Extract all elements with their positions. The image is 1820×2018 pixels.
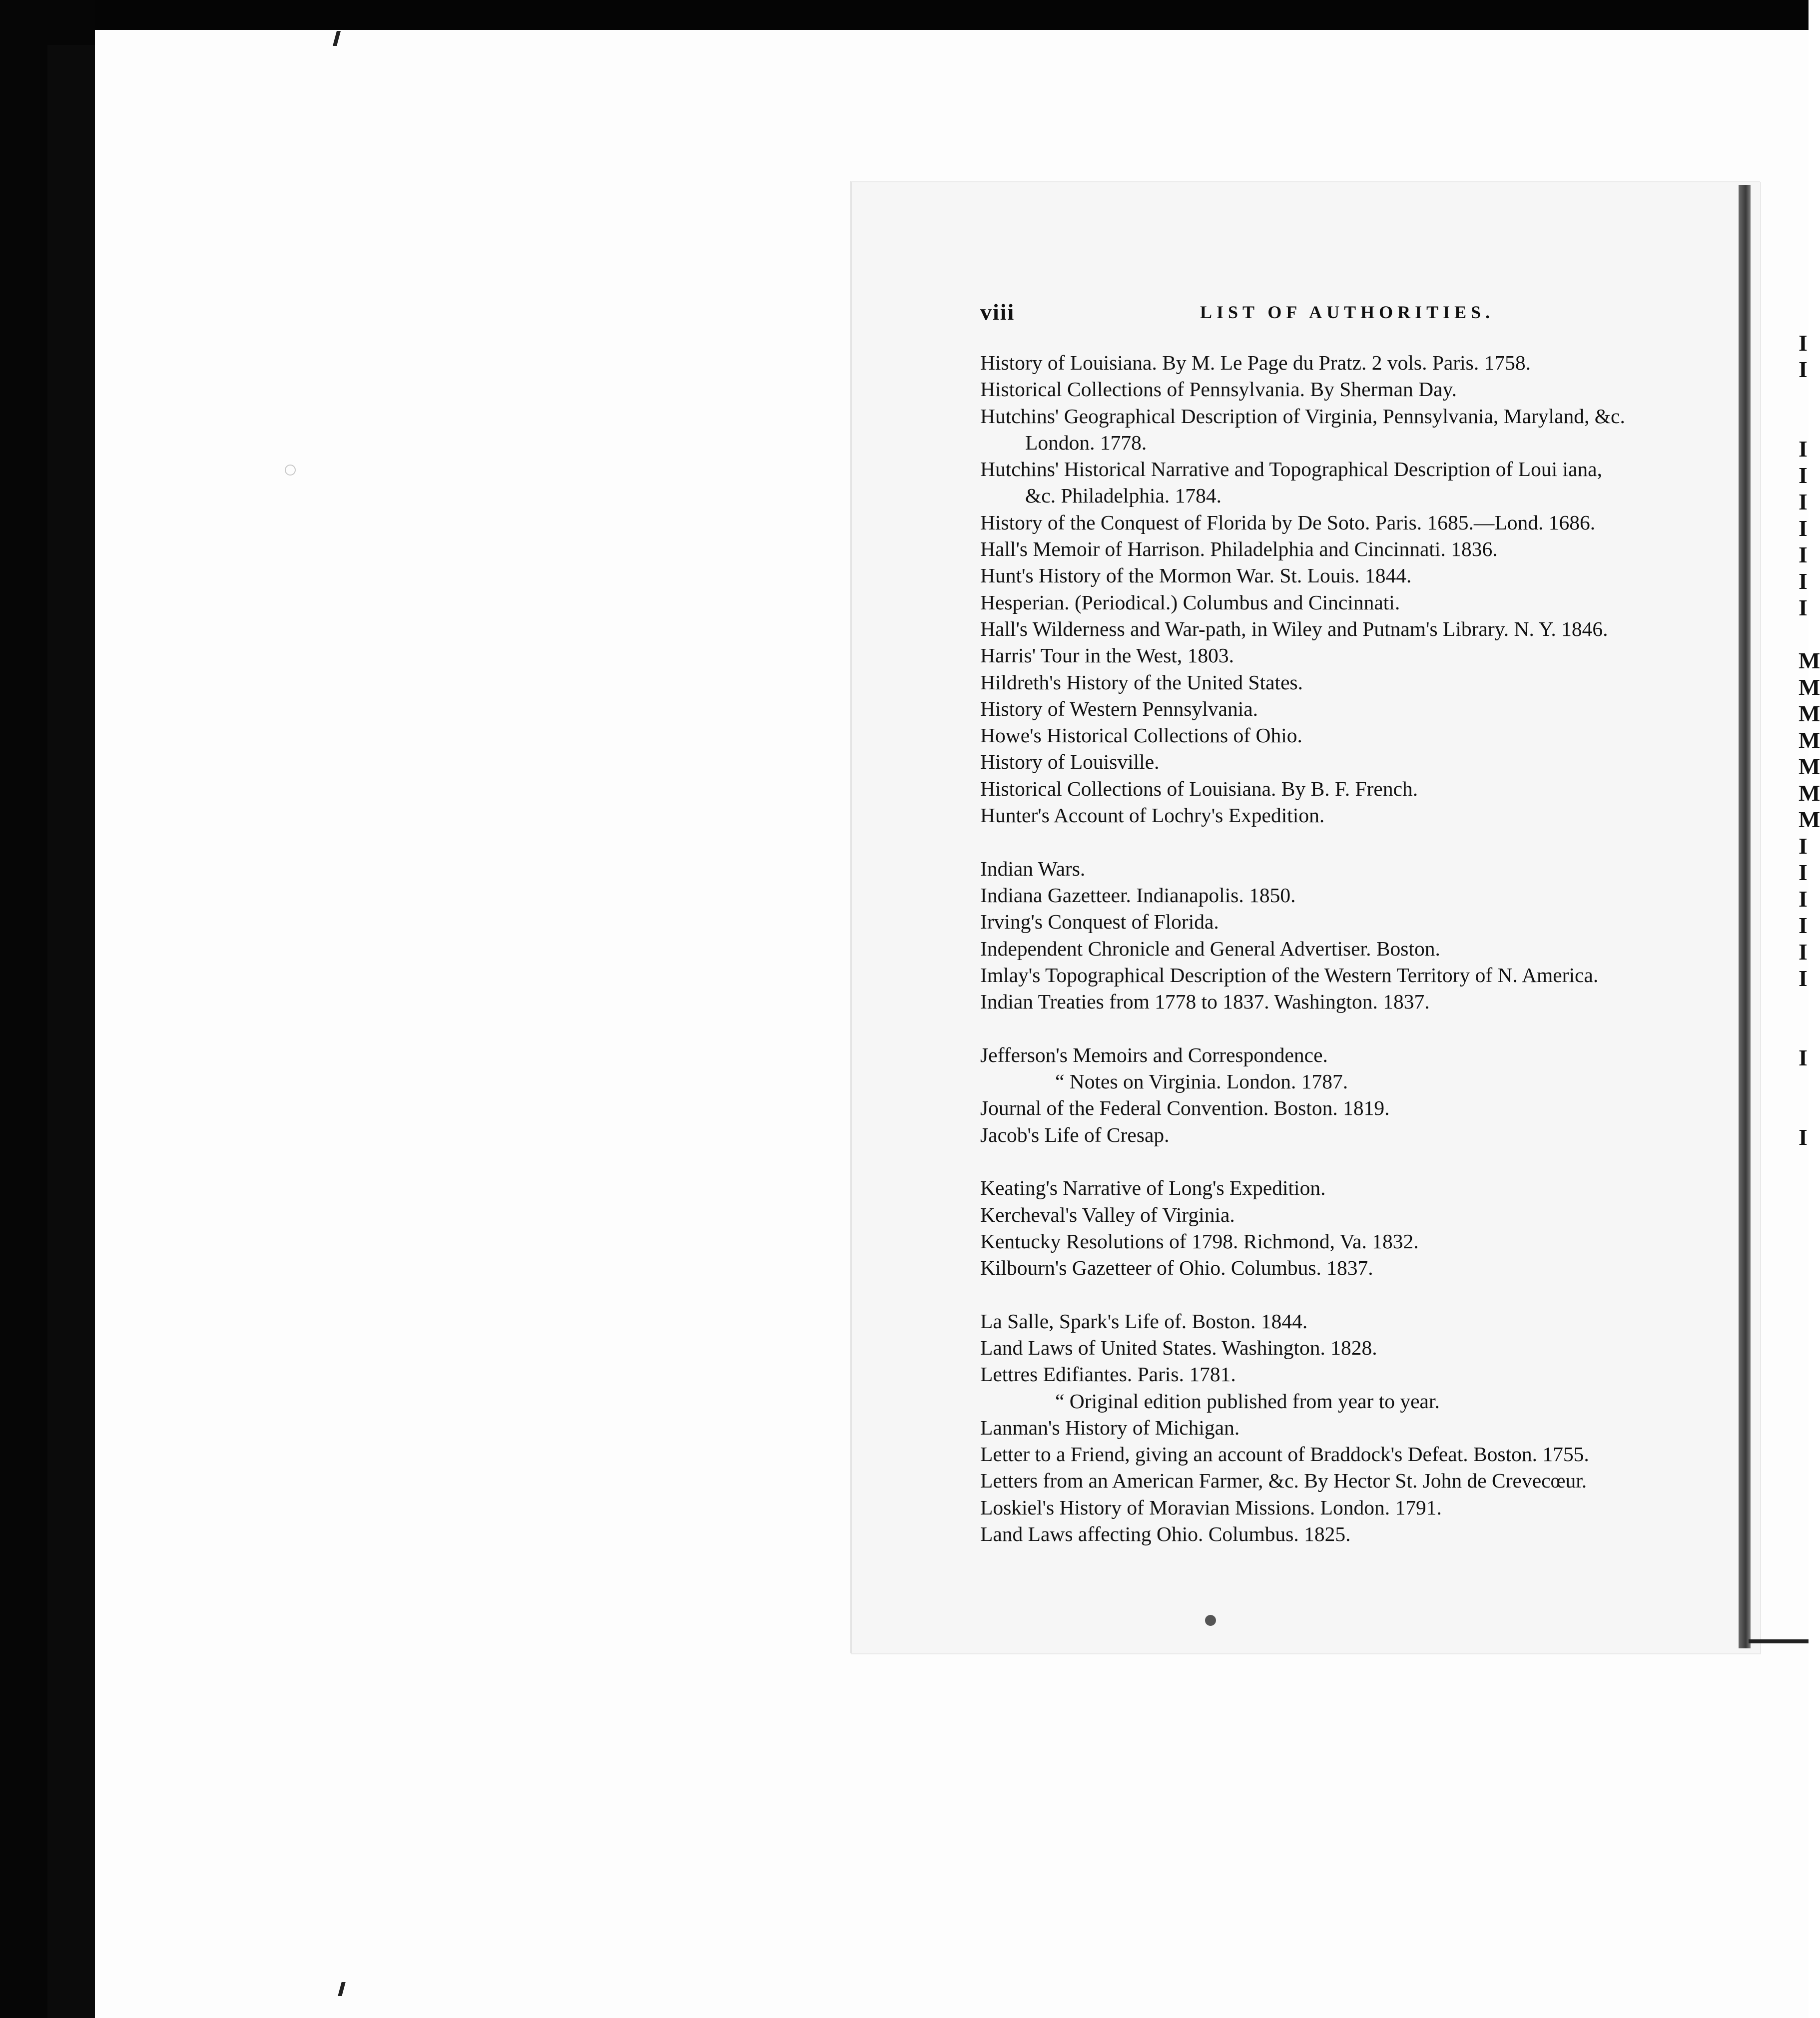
bibliography-entry: Hutchins' Historical Narrative and Topographical Description of Loui iana, xyxy=(980,458,1602,481)
facing-page-letter: I xyxy=(1799,515,1808,541)
facing-page-letter xyxy=(1799,383,1809,409)
page-gutter-foot xyxy=(1749,1639,1809,1643)
facing-page-letter: I xyxy=(1799,330,1808,356)
bibliography-entry: Kentucky Resolutions of 1798. Richmond, Va. 1832. xyxy=(980,1229,1419,1253)
facing-page-letter: I xyxy=(1799,542,1808,567)
facing-page-letter: I xyxy=(1799,436,1808,462)
facing-page-letter xyxy=(1799,1018,1809,1044)
facing-page-letter xyxy=(1799,1071,1809,1097)
bibliography-entry: La Salle, Spark's Life of. Boston. 1844. xyxy=(980,1309,1308,1333)
bibliography-entry: Letters from an American Farmer, &c. By Hector St. John de Crevecœur. xyxy=(980,1469,1587,1493)
bibliography-entry: Journal of the Federal Convention. Boston. 1819. xyxy=(980,1096,1390,1120)
bibliography-entry: Land Laws of United States. Washington. 1828. xyxy=(980,1336,1377,1359)
bibliography-entry: Kercheval's Valley of Virginia. xyxy=(980,1203,1235,1226)
section-gap xyxy=(980,1015,1710,1041)
facing-page-letter xyxy=(1799,621,1809,647)
bibliography-entry: Hunter's Account of Lochry's Expedition. xyxy=(980,804,1325,827)
bibliography-entry: Keating's Narrative of Long's Expedition. xyxy=(980,1176,1326,1200)
bibliography-entry: Howe's Historical Collections of Ohio. xyxy=(980,724,1302,747)
bibliography-entry: History of Louisville. xyxy=(980,750,1160,774)
page-gutter xyxy=(1739,185,1751,1648)
page-number: viii xyxy=(980,299,1015,325)
bibliography-entry: Hesperian. (Periodical.) Columbus and Cincinnati. xyxy=(980,590,1400,614)
bibliography-entry: Land Laws affecting Ohio. Columbus. 1825. xyxy=(980,1522,1351,1546)
bibliography-entry: Historical Collections of Louisiana. By B. F. French. xyxy=(980,777,1418,800)
book-spine-shadow xyxy=(47,45,95,2018)
facing-page-letter: M xyxy=(1799,727,1820,753)
bibliography-entry: Lanman's History of Michigan. xyxy=(980,1416,1240,1439)
facing-page-letter: I xyxy=(1799,357,1808,382)
bibliography-entry: Hall's Wilderness and War-path, in Wiley and Putnam's Library. N. Y. 1846. xyxy=(980,617,1608,640)
bibliography-entry: Hall's Memoir of Harrison. Philadelphia and Cincinnati. 1836. xyxy=(980,537,1498,561)
facing-page-letter: I xyxy=(1799,886,1808,912)
bibliography-entry: Irving's Conquest of Florida. xyxy=(980,910,1219,934)
authorities-list xyxy=(980,350,1710,1547)
bibliography-entry: Independent Chronicle and General Advertiser. Boston. xyxy=(980,937,1440,960)
bibliography-entry: Hunt's History of the Mormon War. St. Louis. 1844. xyxy=(980,564,1412,587)
facing-page-letter xyxy=(1799,1097,1809,1124)
bibliography-entry: Loskiel's History of Moravian Missions. London. 1791. xyxy=(980,1496,1442,1519)
facing-page-letter: M xyxy=(1799,780,1820,806)
page-title: LIST OF AUTHORITIES. xyxy=(1200,302,1495,322)
bibliography-entry: &c. Philadelphia. 1784. xyxy=(1025,484,1222,507)
facing-page-letter: M xyxy=(1799,754,1820,779)
bibliography-entry: Indian Wars. xyxy=(980,857,1086,880)
facing-page-letter: I xyxy=(1799,860,1808,885)
facing-page-letter: I xyxy=(1799,1124,1808,1150)
section-gap xyxy=(980,1148,1710,1175)
facing-page-letter: I xyxy=(1799,966,1808,991)
facing-page-letter: I xyxy=(1799,939,1808,965)
bibliography-entry: Indian Treaties from 1778 to 1837. Washington. 1837. xyxy=(980,990,1430,1013)
facing-page-letter: I xyxy=(1799,833,1808,859)
facing-page-letter: I xyxy=(1799,1045,1808,1070)
section-gap xyxy=(980,1281,1710,1308)
facing-page-letter: M xyxy=(1799,701,1820,726)
bibliography-entry: Historical Collections of Pennsylvania. By Sherman Day. xyxy=(980,378,1457,401)
bibliography-entry: Harris' Tour in the West, 1803. xyxy=(980,644,1234,667)
bibliography-entry: Imlay's Topographical Description of the Western Territory of N. America. xyxy=(980,963,1599,987)
bibliography-entry: Letter to a Friend, giving an account of Braddock's Defeat. Boston. 1755. xyxy=(980,1443,1589,1466)
facing-page-edge xyxy=(1799,330,1820,1528)
facing-page-letter: I xyxy=(1799,463,1808,488)
facing-page-letter: M xyxy=(1799,807,1820,832)
bibliography-entry: Jefferson's Memoirs and Correspondence. xyxy=(980,1043,1328,1066)
dust-speck xyxy=(285,465,296,476)
bibliography-entry: Indiana Gazetteer. Indianapolis. 1850. xyxy=(980,883,1296,907)
ink-blot xyxy=(1205,1615,1216,1626)
running-head xyxy=(980,299,1710,329)
bibliography-entry: London. 1778. xyxy=(1025,431,1147,454)
bibliography-entry: History of the Conquest of Florida by De Soto. Paris. 1685.—Lond. 1686. xyxy=(980,510,1596,534)
facing-page-letter: M xyxy=(1799,674,1820,700)
bibliography-entry: Lettres Edifiantes. Paris. 1781. xyxy=(980,1363,1236,1386)
scan-border-top xyxy=(0,0,1809,30)
facing-page-letter: I xyxy=(1799,595,1808,620)
facing-page-letter: M xyxy=(1799,648,1820,673)
bibliography-entry: “ Original edition published from year to year. xyxy=(1055,1389,1440,1413)
facing-page-letter: I xyxy=(1799,568,1808,594)
bibliography-entry: History of Western Pennsylvania. xyxy=(980,697,1258,720)
section-gap xyxy=(980,829,1710,855)
facing-page-letter: I xyxy=(1799,489,1808,514)
bibliography-entry: Hildreth's History of the United States. xyxy=(980,670,1303,694)
facing-page-letter xyxy=(1799,409,1809,436)
bibliography-entry: Hutchins' Geographical Description of Virginia, Pennsylvania, Maryland, &c. xyxy=(980,404,1625,428)
bibliography-entry: History of Louisiana. By M. Le Page du Pratz. 2 vols. Paris. 1758. xyxy=(980,351,1531,374)
facing-page-letter: I xyxy=(1799,913,1808,938)
facing-page-letter xyxy=(1799,992,1809,1018)
bibliography-entry: “ Notes on Virginia. London. 1787. xyxy=(1055,1070,1348,1093)
bibliography-entry: Jacob's Life of Cresap. xyxy=(980,1123,1170,1146)
bibliography-entry: Kilbourn's Gazetteer of Ohio. Columbus. 1837. xyxy=(980,1256,1373,1280)
